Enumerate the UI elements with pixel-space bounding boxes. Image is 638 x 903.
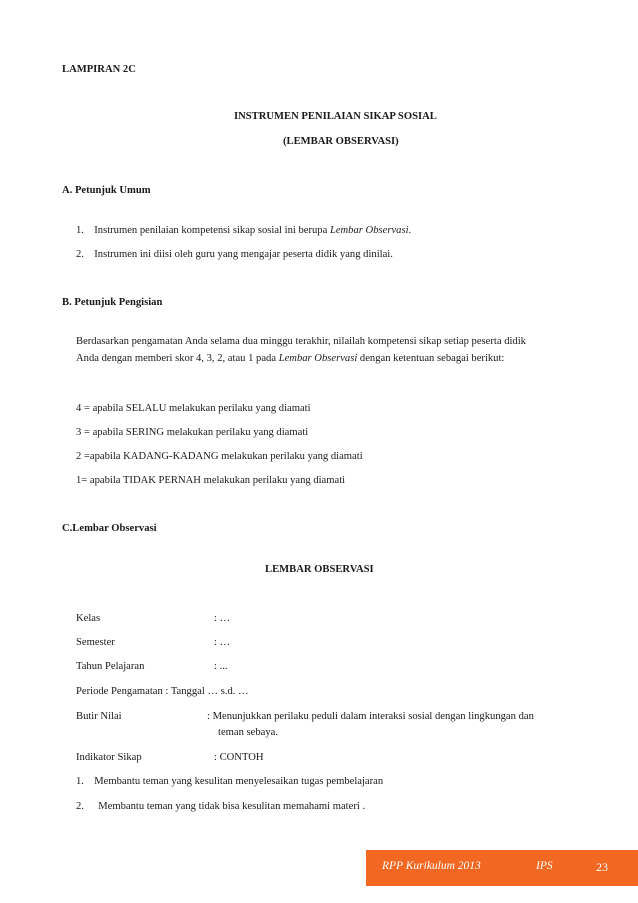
observation-period: Periode Pengamatan : Tanggal … s.d. … xyxy=(76,686,249,697)
list-number: 1. xyxy=(76,225,84,236)
list-item xyxy=(76,801,365,812)
field-label: Indikator Sikap xyxy=(76,752,142,763)
section-c-heading: C.Lembar Observasi xyxy=(62,523,157,534)
footer-book-title: RPP Kurikulum 2013 xyxy=(382,860,481,872)
list-text-end: . xyxy=(408,225,412,236)
list-item xyxy=(76,776,383,787)
page-number: 23 xyxy=(596,860,608,874)
list-text-italic: Lembar Observasi xyxy=(329,225,409,236)
footer-bar xyxy=(366,850,638,886)
instruction-paragraph-line xyxy=(76,353,504,364)
score-rule: 1= apabila TIDAK PERNAH melakukan perilaku yang diamati xyxy=(76,475,346,486)
list-text: Instrumen penilaian kompetensi sikap sosial ini berupa xyxy=(94,225,330,236)
sheet-title: LEMBAR OBSERVASI xyxy=(265,564,374,575)
list-text: Membantu teman yang tidak bisa kesulitan memahami materi . xyxy=(98,801,366,812)
field-label: Kelas xyxy=(76,613,101,624)
list-number: 2. xyxy=(76,801,84,812)
field-value: : … xyxy=(214,613,231,624)
list-number: 1. xyxy=(76,776,84,787)
paragraph-text: Anda dengan memberi skor 4, 3, 2, atau 1 pada xyxy=(76,353,279,364)
field-value-continued: teman sebaya. xyxy=(218,727,279,738)
score-rule: 3 = apabila SERING melakukan perilaku yang diamati xyxy=(76,427,309,438)
section-a-heading: A. Petunjuk Umum xyxy=(62,185,151,196)
document-subtitle: (LEMBAR OBSERVASI) xyxy=(283,136,399,147)
field-label: Semester xyxy=(76,637,115,648)
score-rule: 4 = apabila SELALU melakukan perilaku yang diamati xyxy=(76,403,311,414)
list-number: 2. xyxy=(76,249,84,260)
document-title: INSTRUMEN PENILAIAN SIKAP SOSIAL xyxy=(234,111,437,122)
field-value: : ... xyxy=(214,661,228,672)
section-b-heading: B. Petunjuk Pengisian xyxy=(62,297,163,308)
list-text: Membantu teman yang kesulitan menyelesaikan tugas pembelajaran xyxy=(94,776,384,787)
field-value: : Menunjukkan perilaku peduli dalam interaksi sosial dengan lingkungan dan xyxy=(207,711,534,722)
list-item xyxy=(76,225,411,236)
appendix-label: LAMPIRAN 2C xyxy=(62,64,136,75)
score-rule: 2 =apabila KADANG-KADANG melakukan perilaku yang diamati xyxy=(76,451,363,462)
field-label: Butir Nilai xyxy=(76,711,122,722)
paragraph-italic: Lembar Observasi xyxy=(278,353,358,364)
footer-subject: IPS xyxy=(536,860,553,872)
list-text: Instrumen ini diisi oleh guru yang mengajar peserta didik yang dinilai. xyxy=(94,249,393,260)
field-value: : CONTOH xyxy=(214,752,264,763)
field-label: Tahun Pelajaran xyxy=(76,661,145,672)
paragraph-text: dengan ketentuan sebagai berikut: xyxy=(357,353,505,364)
field-value: : … xyxy=(214,637,231,648)
instruction-paragraph-line: Berdasarkan pengamatan Anda selama dua minggu terakhir, nilailah kompetensi sikap setiap peserta didik xyxy=(76,336,526,347)
list-item xyxy=(76,249,393,260)
